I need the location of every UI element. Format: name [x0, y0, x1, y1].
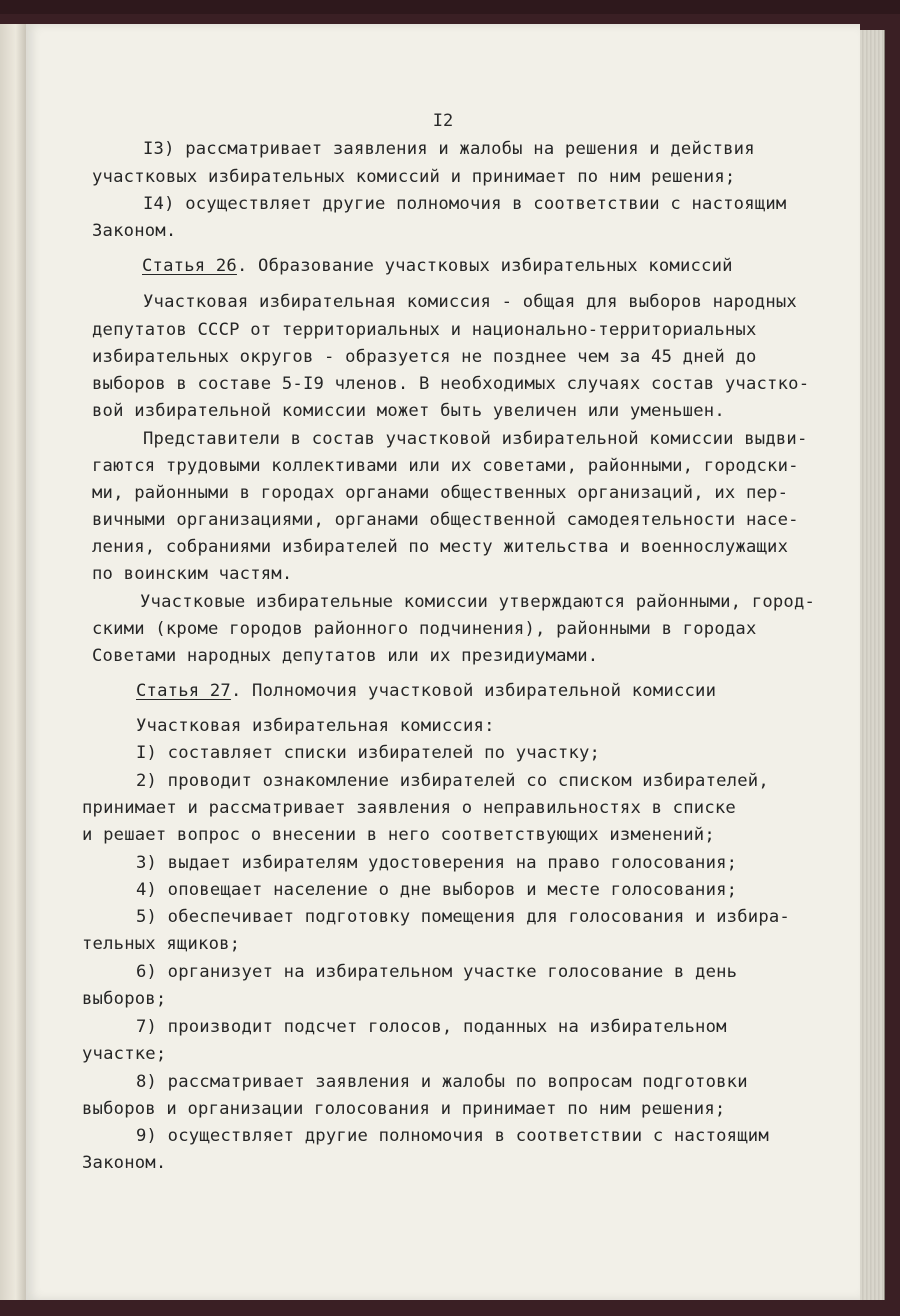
line-text: Участковая избирательная комиссия: — [136, 716, 495, 736]
line-text: . Образование участковых избирательных комиссий — [236, 256, 733, 276]
text-line — [136, 1017, 727, 1037]
line-text: 6) организует на избирательном участке голосование в день — [136, 962, 738, 982]
text-line — [92, 401, 725, 421]
document-page — [26, 24, 860, 1300]
text-line — [136, 962, 737, 982]
text-line — [143, 292, 797, 312]
line-text: Законом. — [82, 1153, 167, 1173]
text-line — [92, 347, 757, 367]
line-text: Законом. — [92, 221, 177, 241]
text-line — [82, 1153, 166, 1173]
text-line — [92, 537, 788, 557]
text-line — [92, 510, 799, 530]
page-number: I2 — [432, 111, 454, 131]
text-line — [136, 1072, 748, 1092]
line-text: вой избирательной комиссии может быть увеличен или уменьшен. — [92, 401, 725, 421]
text-line — [140, 592, 815, 612]
text-line — [92, 646, 598, 666]
line-text: выборов в составе 5-I9 членов. В необходимых случаях состав участко- — [92, 374, 810, 394]
line-text: выборов и организации голосования и принимает по ним решения; — [82, 1099, 726, 1119]
line-text: . Полномочия участковой избирательной комиссии — [230, 681, 717, 701]
line-text: депутатов СССР от территориальных и национально-территориальных — [92, 320, 757, 340]
line-text: участковых избирательных комиссий и принимает по ним решения; — [92, 167, 736, 187]
text-line — [82, 825, 715, 845]
text-line — [92, 221, 176, 241]
article-heading — [136, 681, 716, 701]
line-text: ления, собраниями избирателей по месту жительства и военнослужащих — [92, 537, 789, 557]
text-line — [92, 456, 799, 476]
line-text: участке; — [82, 1044, 167, 1064]
line-text: выборов; — [82, 989, 167, 1009]
line-text: 4) оповещает население о дне выборов и месте голосования; — [136, 880, 738, 900]
line-text: и решает вопрос о внесении в него соответствующих изменений; — [82, 825, 715, 845]
line-text: I) составляет списки избирателей по участку; — [136, 743, 601, 763]
line-text: принимает и рассматривает заявления о неправильностях в списке — [82, 798, 736, 818]
text-line — [136, 771, 769, 791]
article-number: Статья 26 — [142, 256, 237, 276]
line-text: по воинским частям. — [92, 564, 293, 584]
line-text: 9) осуществляет другие полномочия в соответствии с настоящим — [136, 1126, 769, 1146]
line-text: 3) выдает избирателям удостоверения на право голосования; — [136, 853, 738, 873]
line-text: 2) проводит ознакомление избирателей со списком избирателей, — [136, 771, 769, 791]
text-line — [92, 167, 735, 187]
text-line — [92, 564, 292, 584]
line-text: 8) рассматривает заявления и жалобы по вопросам подготовки — [136, 1072, 748, 1092]
line-text: тельных ящиков; — [82, 934, 241, 954]
text-line — [143, 139, 755, 159]
text-line — [82, 934, 240, 954]
line-text: 7) производит подсчет голосов, поданных на избирательном — [136, 1017, 727, 1037]
book-gutter — [0, 24, 27, 1300]
line-text: Представители в состав участковой избирательной комиссии выдви- — [143, 429, 808, 449]
text-line — [82, 1099, 725, 1119]
line-text: Советами народных депутатов или их президиумами. — [92, 646, 599, 666]
text-line — [92, 374, 809, 394]
text-line — [136, 716, 495, 736]
line-text: I3) рассматривает заявления и жалобы на решения и действия — [143, 139, 755, 159]
line-text: 5) обеспечивает подготовку помещения для голосования и избира- — [136, 907, 790, 927]
text-line — [136, 1126, 769, 1146]
text-line — [92, 619, 757, 639]
text-line — [136, 853, 737, 873]
text-line — [136, 743, 600, 763]
text-line — [143, 429, 808, 449]
text-line — [82, 989, 166, 1009]
text-line — [136, 907, 790, 927]
line-text: избирательных округов - образуется не позднее чем за 45 дней до — [92, 347, 757, 367]
book-cover-edge — [0, 0, 900, 14]
text-line — [143, 194, 786, 214]
page-stack-edge — [860, 30, 885, 1300]
line-text: Участковая избирательная комиссия - общая для выборов народных — [143, 292, 797, 312]
article-number: Статья 27 — [136, 681, 231, 701]
line-text: Участковые избирательные комиссии утверждаются районными, город- — [140, 592, 816, 612]
text-line — [92, 483, 788, 503]
line-text: вичными организациями, органами общественной самодеятельности насе- — [92, 510, 799, 530]
article-heading — [142, 256, 733, 276]
line-text: ми, районными в городах органами общественных организаций, их пер- — [92, 483, 789, 503]
text-line — [136, 880, 737, 900]
line-text: I4) осуществляет другие полномочия в соответствии с настоящим — [143, 194, 787, 214]
text-line — [82, 1044, 166, 1064]
text-line — [92, 320, 757, 340]
line-text: гаются трудовыми коллективами или их советами, районными, городски- — [92, 456, 799, 476]
text-line — [82, 798, 736, 818]
line-text: скими (кроме городов районного подчинения), районными в городах — [92, 619, 757, 639]
